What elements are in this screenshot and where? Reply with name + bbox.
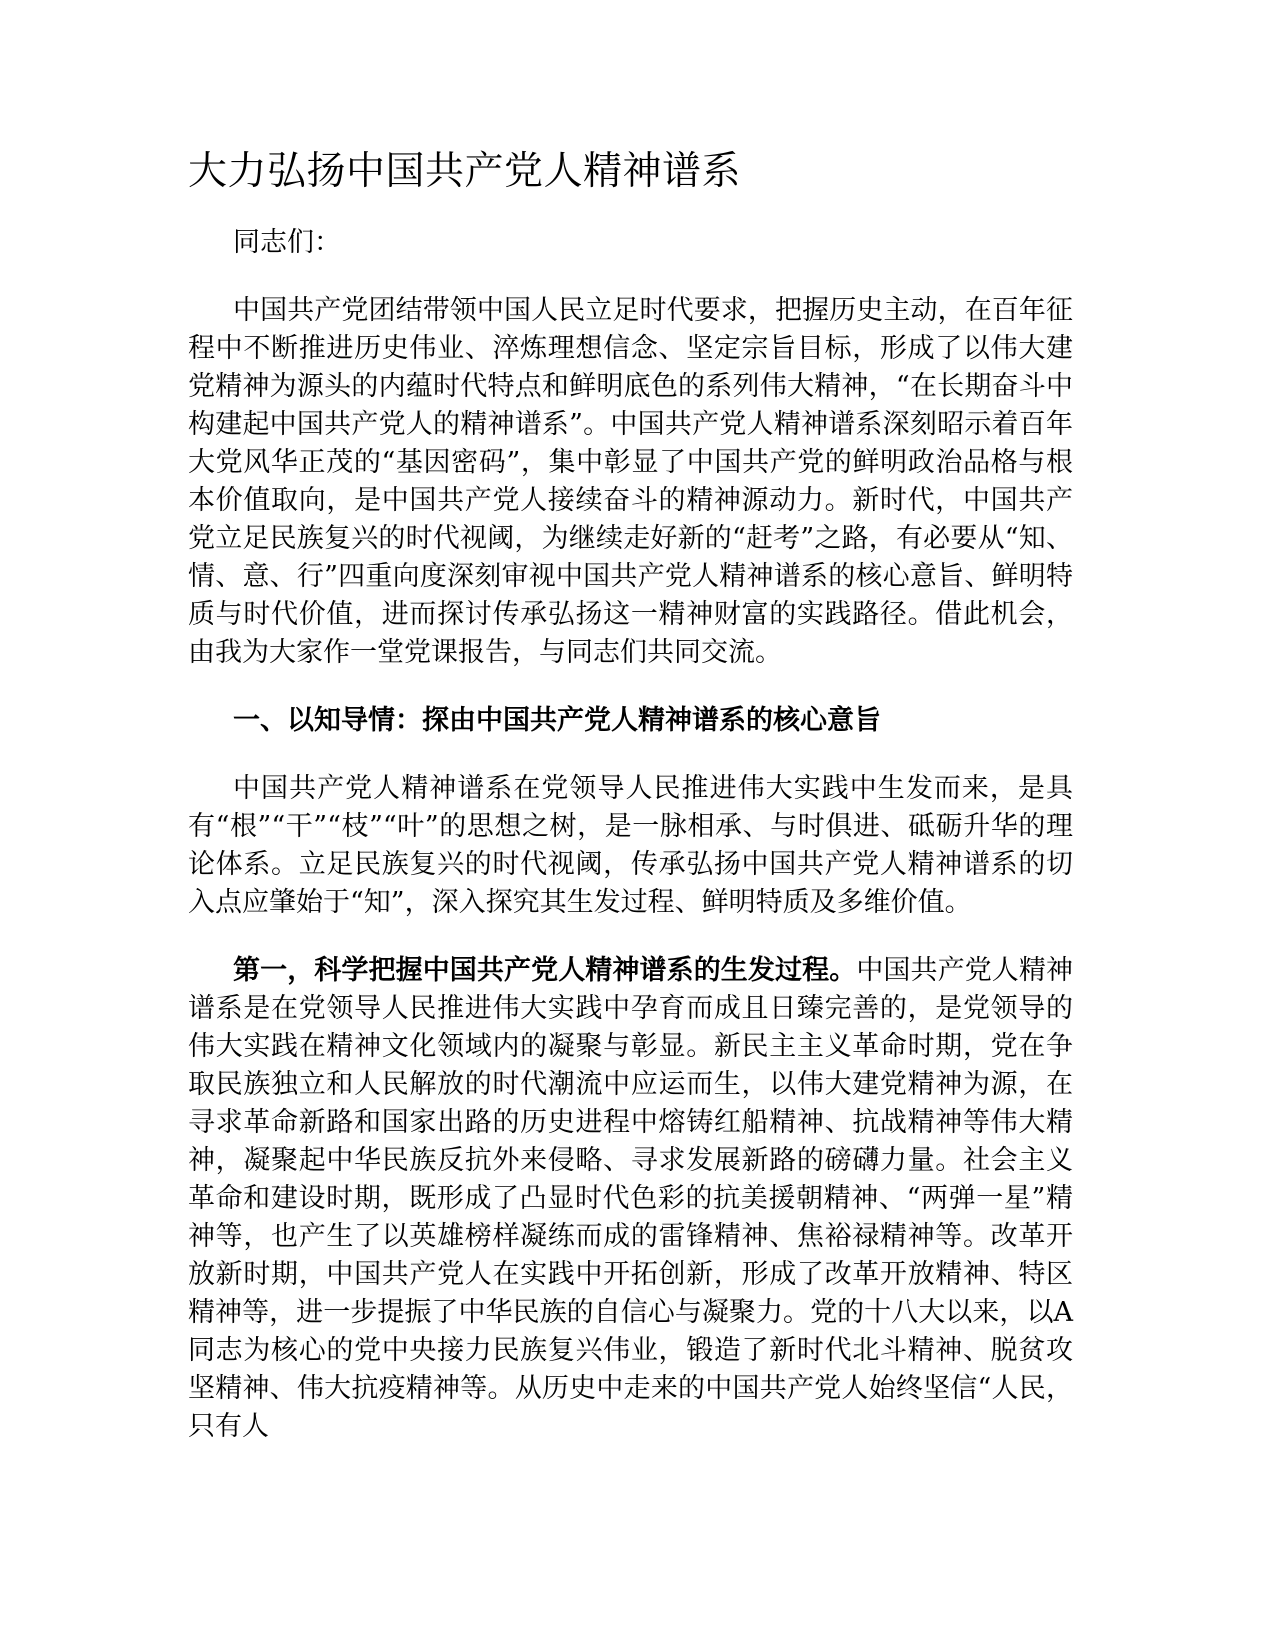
intro-paragraph: 中国共产党团结带领中国人民立足时代要求，把握历史主动，在百年征程中不断推进历史伟业、淬炼理想信念、坚定宗旨目标，形成了以伟大建党精神为源头的内蕴时代特点和鲜明底色的系列伟大精神，“在长期奋斗中构建起中国共产党人的精神谱系”。中国共产党人精神谱系深刻昭示着百年大党风华正茂的“基因密码”，集中彰显了中国共产党的鲜明政治品格与根本价值取向，是中国共产党人接续奋斗的精神源动力。新时代，中国共产党立足民族复兴的时代视阈，为继续走好新的“赶考”之路，有必要从“知、情、意、行”四重向度深刻审视中国共产党人精神谱系的核心意旨、鲜明特质与时代价值，进而探讨传承弘扬这一精神财富的实践路径。借此机会，由我为大家作一堂党课报告，与同志们共同交流。 bbox=[188, 295, 1073, 668]
section-heading-1: 一、以知导情：探由中国共产党人精神谱系的核心意旨 bbox=[233, 705, 881, 736]
section-1-paragraph: 中国共产党人精神谱系在党领导人民推进伟大实践中生发而来，是具有“根”“干”“枝”“叶”的思想之树，是一脉相承、与时俱进、砥砺升华的理论体系。立足民族复兴的时代视阈，传承弘扬中国共产党人精神谱系的切入点应肇始于“知”，深入探究其生发过程、鲜明特质及多维价值。 bbox=[188, 773, 1073, 918]
document-page bbox=[188, 148, 1073, 1476]
point-1-text: 中国共产党人精神谱系是在党领导人民推进伟大实践中孕育而成且日臻完善的，是党领导的伟大实践在精神文化领域内的凝聚与彰显。新民主主义革命时期，党在争取民族独立和人民解放的时代潮流中应运而生，以伟大建党精神为源，在寻求革命新路和国家出路的历史进程中熔铸红船精神、抗战精神等伟大精神，凝聚起中华民族反抗外来侵略、寻求发展新路的磅礴力量。社会主义革命和建设时期，既形成了凸显时代色彩的抗美援朝精神、“两弹一星”精神等，也产生了以英雄榜样凝练而成的雷锋精神、焦裕禄精神等。改革开放新时期，中国共产党人在实践中开拓创新，形成了改革开放精神、特区精神等，进一步提振了中华民族的自信心与凝聚力。党的十八大以来，以A同志为核心的党中央接力民族复兴伟业，锻造了新时代北斗精神、脱贫攻坚精神、伟大抗疫精神等。从历史中走来的中国共产党人始终坚信“人民，只有人 bbox=[188, 955, 1074, 1442]
point-1-paragraph bbox=[188, 952, 1073, 1446]
greeting: 同志们： bbox=[233, 227, 341, 258]
point-1-lead: 第一，科学把握中国共产党人精神谱系的生发过程。 bbox=[233, 955, 857, 986]
document-title: 大力弘扬中国共产党人精神谱系 bbox=[188, 149, 742, 194]
